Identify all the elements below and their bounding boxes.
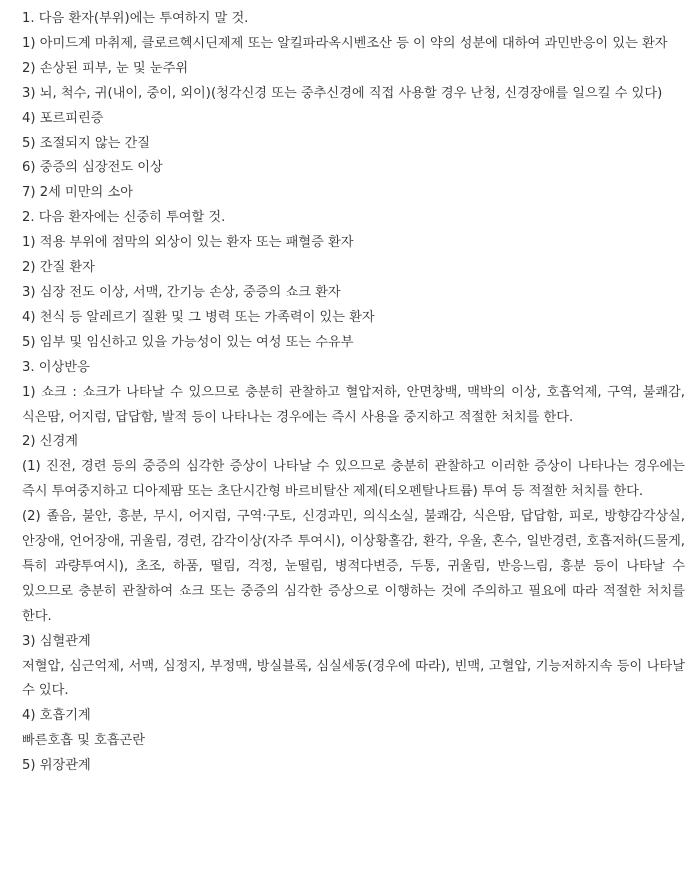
list-item: 2) 간질 환자 [22,260,95,276]
section-heading-contraindications: 1. 다음 환자(부위)에는 투여하지 말 것. [22,11,249,26]
subsection-heading-nervous-system: 2) 신경계 [22,434,78,450]
list-item: 3) 뇌, 척수, 귀(내이, 중이, 외이)(청각신경 또는 중추신경에 직접 사용할 경우 난청, 신경장애를 일으킬 수 있다) [22,85,663,101]
list-item: 5) 임부 및 임신하고 있을 가능성이 있는 여성 또는 수유부 [22,334,354,350]
list-item: 2) 손상된 피부, 눈 및 눈주위 [22,60,189,76]
list-item: (2) 졸음, 불안, 흥분, 무시, 어지럼, 구역·구토, 신경과민, 의식소실, 불쾌감, 식은땀, 답답함, 피로, 방향감각상실, 안장애, 언어장애, 귀울림, 경련, 감각이상(자주 투여시), 이상황홀감, 환각, 우울, 혼수, 일반경련, 호흡저하(드물게, 특히 과량투여시), 초조, 하품, 떨림, 걱정, 눈떨림, 병적다변증, 두통, 귀울림, 반응느림, 흥분 등이 나타날 수 있으므로 충분히 관찰하여 쇼크 또는 중증의 심각한 증상으로 이행하는 것에 주의하고 필요에 따라 적절한 처치를 한다. [22,509,685,624]
list-item: 1) 쇼크 : 쇼크가 나타날 수 있으므로 충분히 관찰하고 혈압저하, 안면창백, 맥박의 이상, 호흡억제, 구역, 불쾌감, 식은땀, 어지럼, 답답함, 발적 등이 나타나는 경우에는 즉시 사용을 중지하고 적절한 처치를 한다. [22,384,685,425]
list-item: 5) 조절되지 않는 간질 [22,135,151,151]
list-item: 4) 포르피린증 [22,110,104,126]
list-item: 3) 심장 전도 이상, 서맥, 간기능 손상, 중증의 쇼크 환자 [22,284,341,300]
subsection-heading-respiratory: 4) 호흡기계 [22,708,91,724]
subsection-heading-cardiovascular: 3) 심혈관계 [22,633,91,649]
paragraph: 빠른호흡 및 호흡곤란 [22,733,146,749]
subsection-heading-gastrointestinal: 5) 위장관계 [22,758,91,774]
list-item: 1) 아미드계 마취제, 클로르헥시딘제제 또는 알킬파라옥시벤조산 등 이 약의 성분에 대하여 과민반응이 있는 환자 [22,35,668,51]
paragraph: 저혈압, 심근억제, 서맥, 심정지, 부정맥, 방실블록, 심실세동(경우에 따라), 빈맥, 고혈압, 기능저하지속 등이 나타날 수 있다. [22,658,685,699]
list-item: 6) 중증의 심장전도 이상 [22,160,163,176]
list-item: (1) 진전, 경련 등의 중증의 심각한 증상이 나타날 수 있으므로 충분히 관찰하고 이러한 증상이 나타나는 경우에는 즉시 투여중지하고 디아제팜 또는 초단시간형 바르비탈산 제제(티오펜탈나트륨) 투여 등 적절한 처치를 한다. [22,459,685,500]
list-item: 4) 천식 등 알레르기 질환 및 그 병력 또는 가족력이 있는 환자 [22,309,375,325]
section-heading-precautions: 2. 다음 환자에는 신중히 투여할 것. [22,210,226,226]
list-item: 7) 2세 미만의 소아 [22,185,133,201]
section-heading-adverse-reactions: 3. 이상반응 [22,359,90,375]
list-item: 1) 적용 부위에 점막의 외상이 있는 환자 또는 패혈증 환자 [22,235,354,251]
